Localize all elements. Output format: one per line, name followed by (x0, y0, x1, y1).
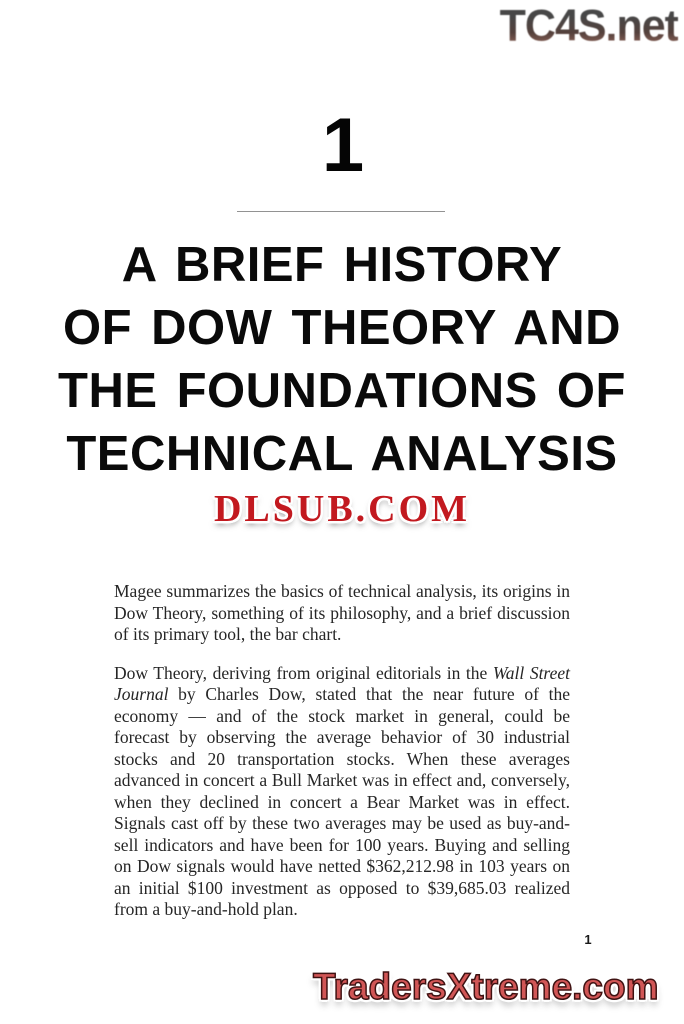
paragraph-dow-theory (114, 663, 570, 921)
tradersxtreme-watermark: TradersXtreme.com (313, 966, 659, 1007)
paragraph-summary (114, 581, 570, 646)
chapter-title (0, 234, 684, 486)
chapter-title-line: A BRIEF HISTORY (121, 238, 563, 292)
chapter-title-line: THE FOUNDATIONS OF (58, 364, 626, 418)
chapter-divider-rule (237, 211, 445, 212)
page-number: 1 (584, 932, 592, 947)
chapter-number: 1 (321, 103, 363, 188)
tc4s-watermark: TC4S.net (499, 1, 678, 51)
paragraph-dow-theory-text-start: Dow Theory, deriving from original editorials in the (114, 662, 493, 683)
dlsub-watermark: DLSUB.COM (213, 488, 471, 530)
wall-street-journal-italic: Wall Street Journal (114, 662, 570, 704)
chapter-title-line: OF DOW THEORY AND (63, 301, 621, 355)
paragraph-summary-text: Magee summarizes the basics of technical analysis, its origins in Dow Theory, something of its philosophy, and a brief discussion of its primary tool, the bar chart. (114, 581, 570, 644)
chapter-title-line: TECHNICAL ANALYSIS (66, 427, 618, 481)
paragraph-dow-theory-text-end: by Charles Dow, stated that the near future of the economy — and of the stock market in general, could be forecast by observing the average behavior of 30 industrial stocks and 20 transportation stocks. When these averages advanced in concert a Bull Market was in effect and, conversely, when they declined in concert a Bear Market was in effect. Signals cast off by these two averages may be used as buy-and-sell indicators and have been for 100 years. Buying and selling on Dow signals would have netted $362,212.98 in 103 years on an initial $100 investment as opposed to $39,685.03 realized from a buy-and-hold plan. (114, 684, 570, 919)
body-text (114, 581, 570, 921)
